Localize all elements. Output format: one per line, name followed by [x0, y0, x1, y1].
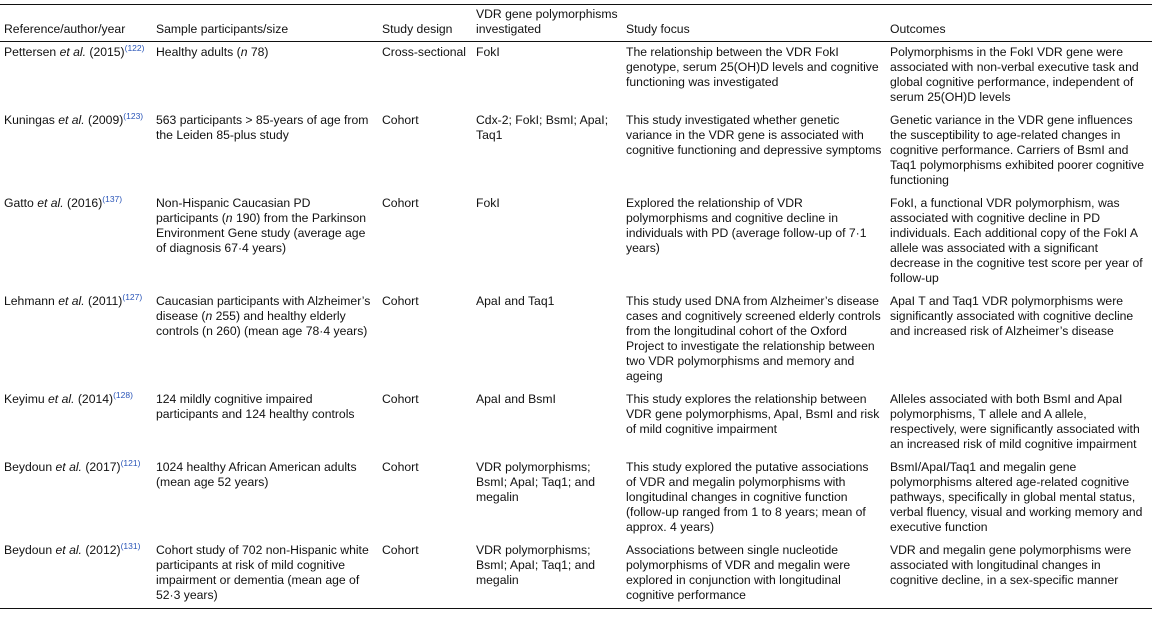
- table-row: [0, 540, 1152, 609]
- author: Keyimu: [4, 392, 45, 406]
- focus-cell: This study explores the relationship between VDR gene polymorphisms, ApaI, BsmI and risk of mild cognitive impairment: [626, 392, 880, 436]
- reference-cell: [0, 457, 152, 540]
- reference-cell: [0, 110, 152, 193]
- year: (2017): [85, 460, 121, 474]
- design-cell: Cohort: [382, 392, 419, 406]
- table-row: [0, 42, 1152, 111]
- et-al: et al.: [48, 392, 75, 406]
- outcomes-cell: Genetic variance in the VDR gene influences the susceptibility to age-related changes in cognitive performance. Carriers of BsmI and Taq1 polymorphisms exhibited poorer cognitive functioning: [890, 113, 1145, 187]
- outcomes-cell: Polymorphisms in the FokI VDR gene were associated with non-verbal executive task and global cognitive performance, independent of serum 25(OH)D levels: [890, 45, 1139, 104]
- sample-n: n: [205, 309, 213, 323]
- et-al: et al.: [55, 460, 82, 474]
- table-row: [0, 389, 1152, 457]
- vdr-cell: Cdx-2; FokI; BsmI; ApaI; Taq1: [476, 113, 609, 142]
- sample-cell: [152, 42, 378, 111]
- year: (2016): [67, 196, 103, 210]
- design-cell: Cohort: [382, 196, 419, 210]
- year: (2014): [77, 392, 114, 406]
- author: Lehmann: [4, 294, 55, 308]
- author: Beydoun: [4, 460, 53, 474]
- sample-text: Non-Hispanic Caucasian PD participants (: [156, 196, 311, 225]
- sample-text: 563 participants > 85-years of age from the Leiden 85-plus study: [156, 113, 369, 142]
- sample-cell: [152, 457, 378, 540]
- table-body: [0, 42, 1152, 609]
- vdr-cell: ApaI and Taq1: [476, 294, 555, 308]
- author: Kuningas: [4, 113, 55, 127]
- header-outcomes: Outcomes: [886, 5, 1152, 42]
- et-al: et al.: [55, 543, 82, 557]
- et-al: et al.: [58, 113, 85, 127]
- sample-text: 124 mildly cognitive impaired participants and 124 healthy controls: [156, 392, 355, 421]
- year: (2009): [88, 113, 124, 127]
- table-row: [0, 457, 1152, 540]
- table-row: [0, 110, 1152, 193]
- sample-text: Cohort study of 702 non-Hispanic white participants at risk of mild cognitive impairment or dementia (mean age of 52·3 years): [156, 543, 369, 602]
- sample-text: Caucasian participants with Alzheimer’s disease (: [156, 294, 371, 323]
- design-cell: Cohort: [382, 460, 419, 474]
- vdr-cell: ApaI and BsmI: [476, 392, 556, 406]
- sample-cell: [152, 540, 378, 609]
- table-header-row: [0, 5, 1152, 42]
- year: (2012): [85, 543, 121, 557]
- header-focus: Study focus: [622, 5, 886, 42]
- reference-cell: [0, 193, 152, 291]
- vdr-studies-table: [0, 4, 1152, 609]
- sample-text-rest: 255) and healthy elderly controls (n 260) (mean age 78·4 years): [156, 309, 368, 338]
- design-cell: Cohort: [382, 294, 419, 308]
- vdr-cell: VDR polymorphisms; BsmI; ApaI; Taq1; and megalin: [476, 460, 596, 504]
- focus-cell: The relationship between the VDR FokI genotype, serum 25(OH)D levels and cognitive functioning was investigated: [626, 45, 879, 89]
- design-cell: Cohort: [378, 540, 472, 609]
- et-al: et al.: [59, 45, 86, 59]
- focus-cell: This study investigated whether genetic variance in the VDR gene is associated with cognitive functioning and depressive symptoms: [626, 113, 882, 157]
- header-design: Study design: [378, 5, 472, 42]
- focus-cell: Associations between single nucleotide polymorphisms of VDR and megalin were explored in conjunction with longitudinal cognitive performance: [622, 540, 886, 609]
- reference-cell: [0, 389, 152, 457]
- et-al: et al.: [37, 196, 64, 210]
- sample-n: n: [225, 211, 233, 225]
- outcomes-cell: FokI, a functional VDR polymorphism, was associated with cognitive decline in PD individuals. Each additional copy of the FokI A allele was associated with a significant decrease in the cognitive test score per year of follow-up: [890, 196, 1143, 285]
- et-al: et al.: [58, 294, 85, 308]
- sample-text: 1024 healthy African American adults (mean age 52 years): [156, 460, 357, 489]
- focus-cell: This study explored the putative associations of VDR and megalin polymorphisms with longitudinal changes in cognitive function (follow-up ranged from 1 to 8 years; mean of approx. 4 years): [626, 460, 869, 534]
- citation-link[interactable]: (123): [123, 110, 144, 121]
- citation-link[interactable]: (128): [113, 389, 133, 400]
- focus-cell: Explored the relationship of VDR polymorphisms and cognitive decline in individuals with PD (average follow-up of 7·1 years): [626, 196, 867, 255]
- sample-text-rest: 190) from the Parkinson Environment Gene study (average age of diagnosis 67·4 years): [156, 211, 367, 255]
- reference-cell: [0, 291, 152, 389]
- sample-cell: [152, 389, 378, 457]
- year: (2015): [89, 45, 125, 59]
- author: Pettersen: [4, 45, 57, 59]
- sample-cell: [152, 291, 378, 389]
- citation-link[interactable]: (131): [120, 540, 141, 551]
- citation-link[interactable]: (137): [102, 193, 123, 204]
- focus-cell: This study used DNA from Alzheimer’s disease cases and cognitively screened elderly controls from the longitudinal cohort of the Oxford Project to investigate the relationship between two VDR polymorphisms and memory and ageing: [626, 294, 881, 383]
- sample-text-rest: 78): [247, 45, 269, 59]
- table-row: [0, 291, 1152, 389]
- author: Gatto: [4, 196, 34, 210]
- outcomes-cell: Alleles associated with both BsmI and ApaI polymorphisms, T allele and A allele, respectively, were significantly associated with an increased risk of mild cognitive impairment: [890, 392, 1140, 451]
- vdr-cell: FokI: [476, 45, 500, 59]
- citation-link[interactable]: (122): [124, 42, 145, 53]
- header-reference: Reference/author/year: [0, 5, 152, 42]
- vdr-cell: FokI: [476, 196, 500, 210]
- design-cell: Cross-sectional: [382, 45, 466, 59]
- outcomes-cell: VDR and megalin gene polymorphisms were associated with longitudinal changes in cognitive decline, in a sex-specific manner: [886, 540, 1152, 609]
- reference-cell: [0, 42, 152, 111]
- header-vdr: VDR gene polymorphisms investigated: [472, 5, 622, 42]
- author: Beydoun: [4, 543, 53, 557]
- sample-cell: [152, 193, 378, 291]
- table-row: [0, 193, 1152, 291]
- outcomes-cell: ApaI T and Taq1 VDR polymorphisms were significantly associated with cognitive decline and increased risk of Alzheimer’s disease: [890, 294, 1134, 338]
- reference-cell: [0, 540, 152, 609]
- citation-link[interactable]: (121): [120, 457, 141, 468]
- year: (2011): [88, 294, 123, 308]
- sample-cell: [152, 110, 378, 193]
- design-cell: Cohort: [382, 113, 419, 127]
- sample-text: Healthy adults (: [156, 45, 241, 59]
- citation-link[interactable]: (127): [122, 291, 143, 302]
- outcomes-cell: BsmI/ApaI/Taq1 and megalin gene polymorphisms altered age-related cognitive pathways, specifically in global mental status, verbal fluency, visual and working memory and executive function: [890, 460, 1143, 534]
- sample-n: n: [240, 45, 248, 59]
- header-sample: Sample participants/size: [152, 5, 378, 42]
- vdr-cell: VDR polymorphisms; BsmI; ApaI; Taq1; and megalin: [472, 540, 622, 609]
